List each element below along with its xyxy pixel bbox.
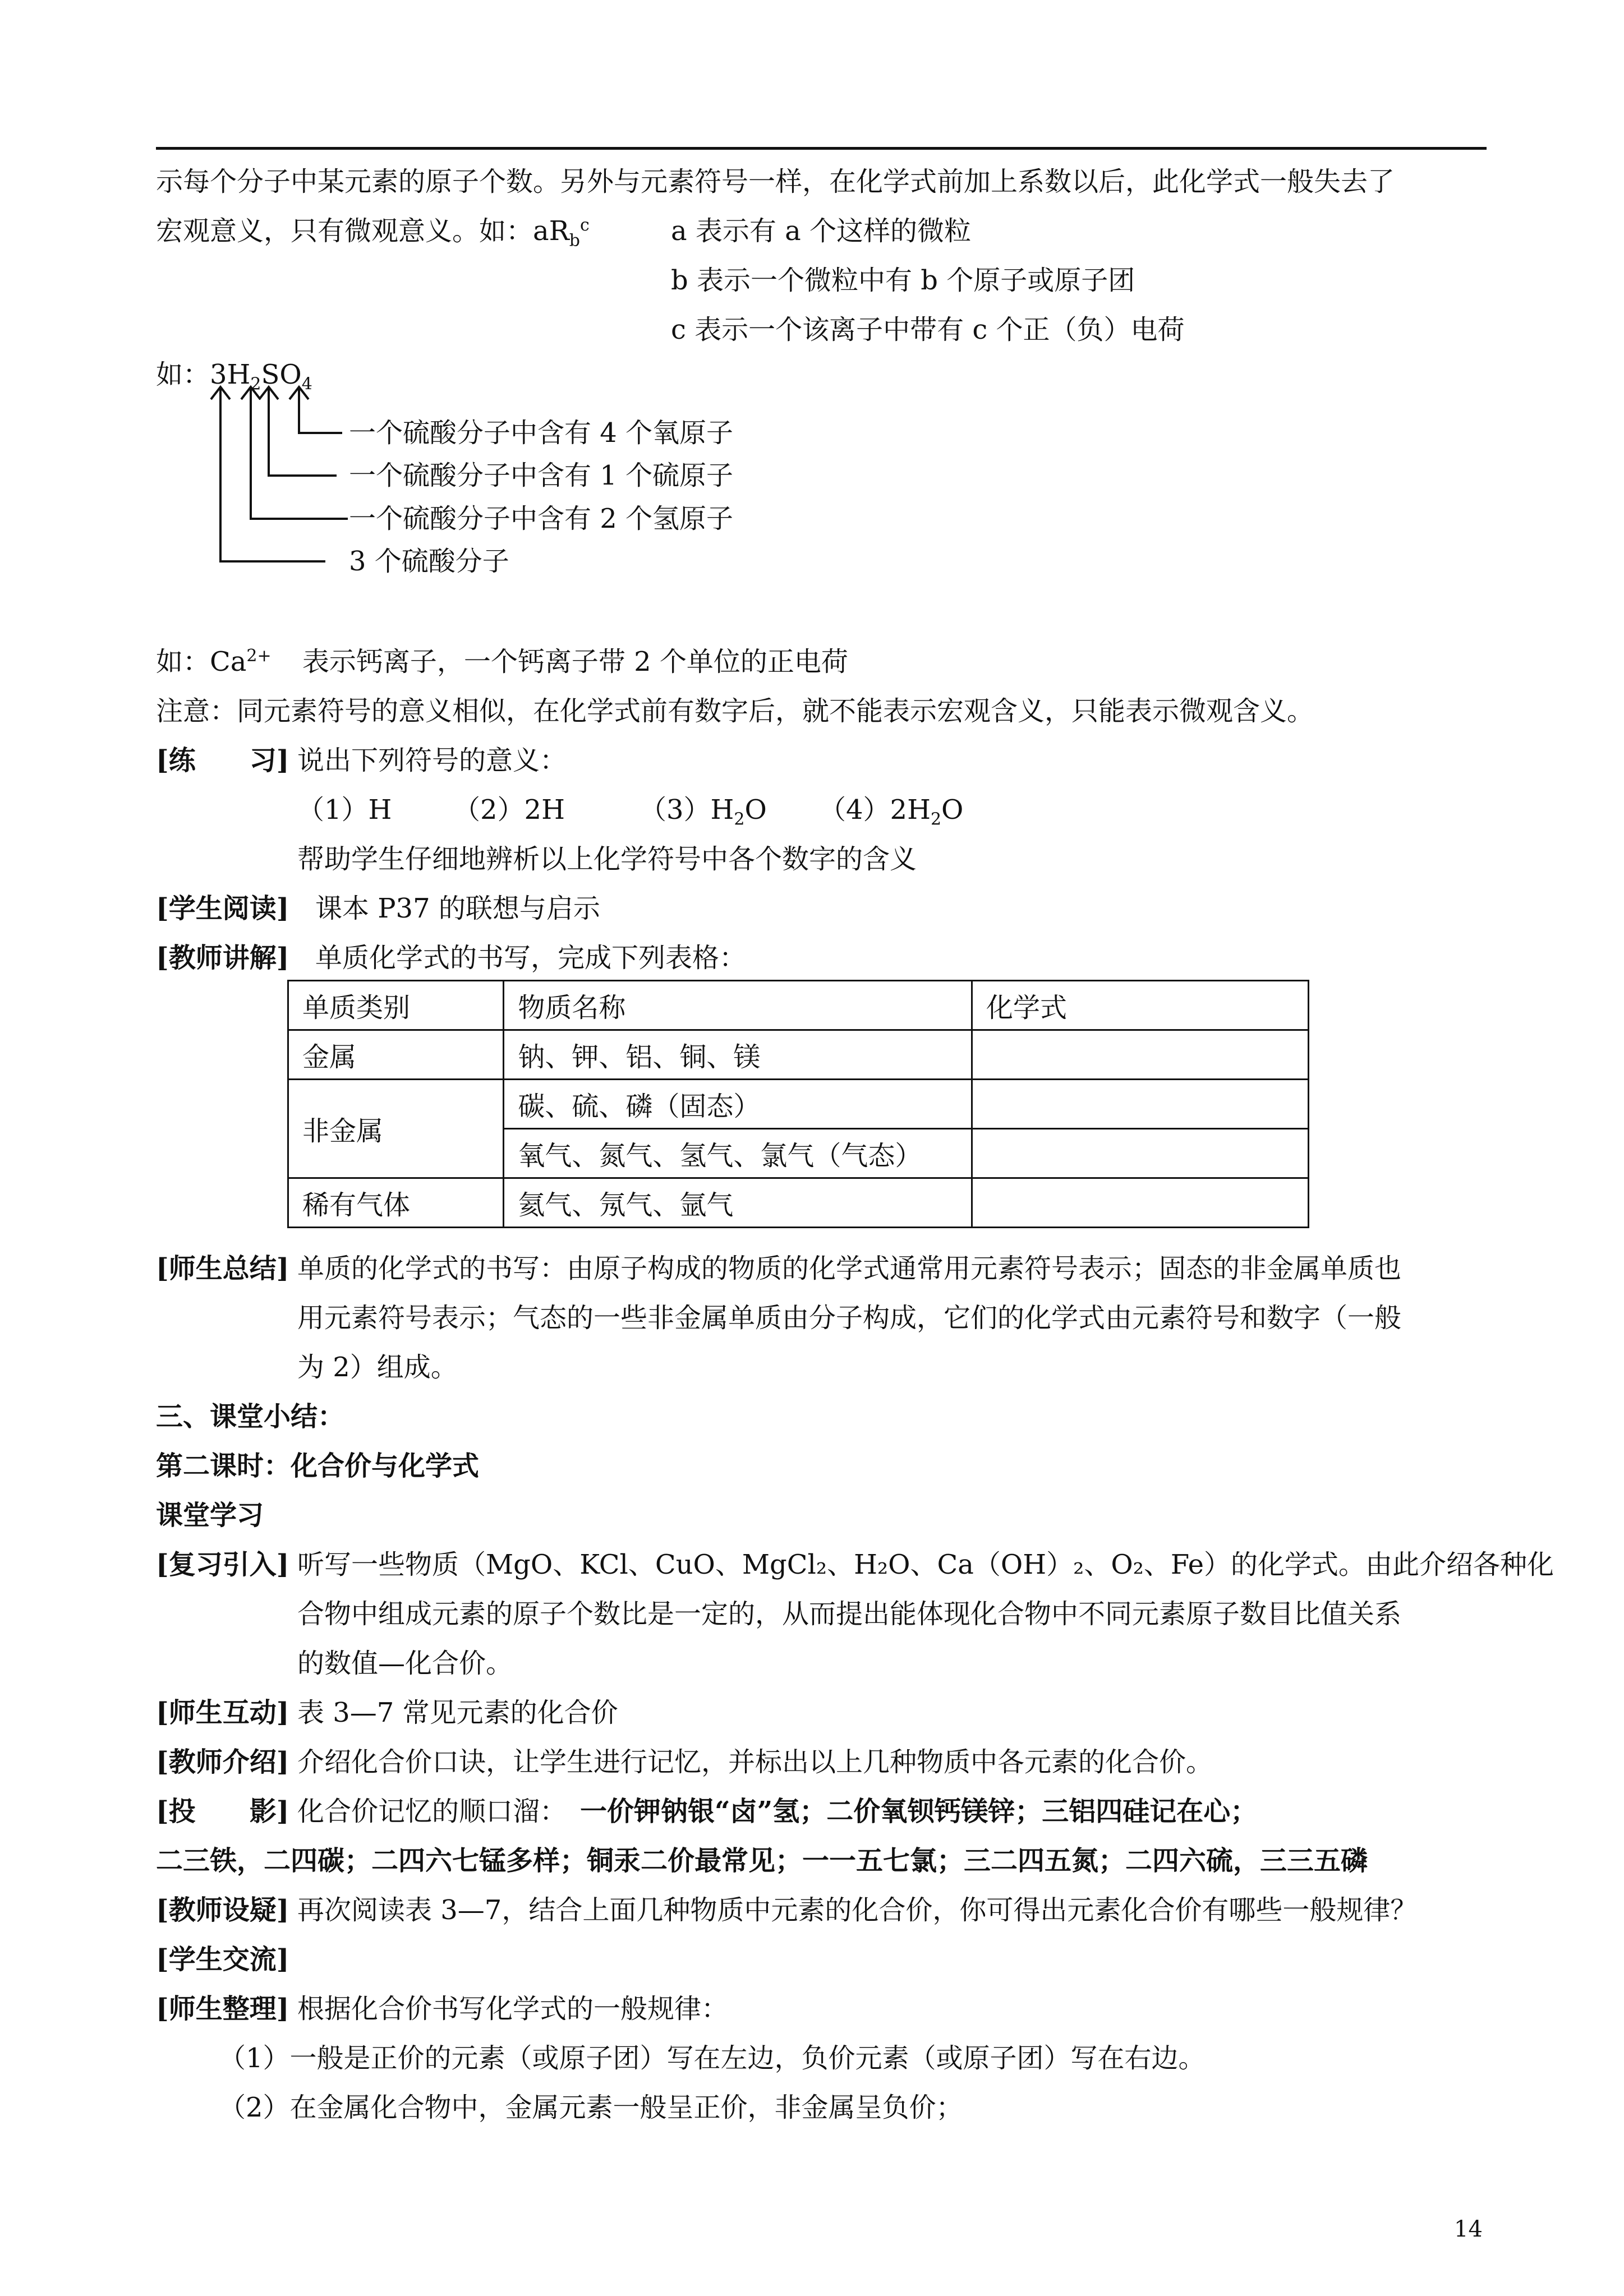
section-label: [练 习] [156,745,289,776]
table-cell: 稀有气体 [288,1178,504,1228]
practice-item: （1）H [297,794,392,826]
superscript: c [579,215,590,235]
table-cell [972,1080,1309,1129]
elements-table [287,980,1309,1228]
section-label: [师生整理] [156,1993,289,2025]
text-line: 再次阅读表 3—7，结合上面几种物质中元素的化合价，你可得出元素化合价有哪些一般规律？ [297,1894,1418,1926]
arrow-molecule [220,387,325,561]
practice-item [640,793,767,827]
formula-text: SO [261,359,302,390]
text-line: a 表示有 a 个这样的微粒 [671,215,972,247]
formula-text: 如：3H [156,359,251,390]
table-header-row [288,981,1309,1030]
text-line: 注意：同元素符号的意义相似，在化学式前有数字后，就不能表示宏观含义，只能表示微观含义。 [156,695,1314,727]
section-heading: 第二课时：化合价与化学式 [156,1450,480,1482]
section-label: [教师设疑] [156,1894,289,1926]
subscript: 2 [250,374,261,394]
table-row [288,1178,1309,1228]
section-heading: 三、课堂小结： [156,1401,345,1432]
table-row [288,1030,1309,1080]
table-header: 化学式 [972,981,1309,1030]
table-cell: 氧气、氮气、氢气、氯气（气态） [504,1129,972,1178]
text-line: 课本 P37 的联想与启示 [315,893,600,924]
section-label: [师生互动] [156,1697,289,1728]
arrow-label: 一个硫酸分子中含有 1 个硫原子 [349,460,734,491]
text-line [156,645,848,679]
practice-item [819,793,963,827]
formula-text: 宏观意义，只有微观意义。如：aR [156,215,569,247]
page-number: 14 [1454,2216,1483,2242]
formula-text: （4）2H [819,794,931,826]
rhyme-text: 二三铁，二四碳；二四六七锰多样；铜汞二价最常见；一一五七氯；三二四五氮；二四六硫，三三五磷 [156,1845,1368,1877]
text-line: 帮助学生仔细地辨析以上化学符号中各个数字的含义 [297,843,917,875]
text-line: （1）一般是正价的元素（或原子团）写在左边，负价元素（或原子团）写在右边。 [219,2043,1206,2074]
section-label: [教师介绍] [156,1746,289,1778]
text-line: c 表示一个该离子中带有 c 个正（负）电荷 [671,314,1185,345]
subscript: 2 [734,809,745,829]
table-cell: 非金属 [288,1080,504,1178]
table-cell: 氦气、氖气、氩气 [504,1178,972,1228]
text-line: 根据化合价书写化学式的一般规律： [297,1993,729,2025]
text-line: 单质的化学式的书写：由原子构成的物质的化学式通常用元素符号表示；固态的非金属单质也 [297,1253,1402,1284]
text-line: 示每个分子中某元素的原子个数。另外与元素符号一样，在化学式前加上系数以后，此化学式一般失去了 [156,166,1395,197]
formula-text: O [744,794,767,826]
rhyme-text: 一价钾钠银“卤”氢；二价氧钡钙镁锌；三铝四硅记在心； [580,1796,1258,1827]
table-header: 物质名称 [504,981,972,1030]
text-line: 表 3—7 常见元素的化合价 [297,1697,618,1728]
subscript: b [569,230,580,251]
text-line: 听写一些物质（MgO、KCl、CuO、MgCl₂、H₂O、Ca（OH）₂、O₂、Fe）的化学式。由此介绍各种化 [297,1549,1554,1580]
arrow-label: 一个硫酸分子中含有 2 个氢原子 [349,503,734,534]
table-cell: 金属 [288,1030,504,1080]
text-line [297,1795,1257,1828]
arrow-sulfur [269,387,337,476]
formula-text: 如：Ca [156,646,247,677]
formula-text: （3）H [640,794,734,826]
text-line: （2）在金属化合物中，金属元素一般呈正价，非金属呈负价； [219,2092,963,2123]
text-line: 的数值—化合价。 [297,1648,513,1679]
table-cell [972,1030,1309,1080]
section-label: [师生总结] [156,1253,289,1284]
text-line: 用元素符号表示；气态的一些非金属单质由分子构成，它们的化学式由元素符号和数字（一般 [297,1302,1402,1334]
section-label: [投 影] [156,1796,289,1827]
text-line: b 表示一个微粒中有 b 个原子或原子团 [671,265,1135,296]
table-cell [972,1129,1309,1178]
table-row [288,1080,1309,1129]
text-span: 化合价记忆的顺口溜： [297,1796,567,1827]
section-label: [学生阅读] [156,893,289,924]
section-label: [教师讲解] [156,942,289,974]
subscript: 2 [930,809,942,829]
text-line: 单质化学式的书写，完成下列表格： [315,942,747,974]
table-cell: 碳、硫、磷（固态） [504,1080,972,1129]
formula-text: O [941,794,964,826]
arrow-label: 一个硫酸分子中含有 4 个氧原子 [349,417,734,449]
text-line: 为 2）组成。 [297,1352,458,1383]
text-line: 介绍化合价口诀，让学生进行记忆，并标出以上几种物质中各元素的化合价。 [297,1746,1213,1778]
superscript: 2+ [246,646,272,666]
section-heading: 课堂学习 [156,1500,264,1531]
section-label: [复习引入] [156,1549,289,1580]
table-cell: 钠、钾、铝、铜、镁 [504,1030,972,1080]
subscript: 4 [301,374,312,394]
table-header: 单质类别 [288,981,504,1030]
text-line: 说出下列符号的意义： [297,745,567,776]
arrow-label: 3 个硫酸分子 [349,546,509,577]
formula-text: 表示钙离子，一个钙离子带 2 个单位的正电荷 [302,646,848,677]
text-line: 合物中组成元素的原子个数比是一定的，从而提出能体现化合物中不同元素原子数目比值关系 [297,1598,1402,1630]
section-label: [学生交流] [156,1944,289,1975]
table-cell [972,1178,1309,1228]
practice-item: （2）2H [453,794,565,826]
